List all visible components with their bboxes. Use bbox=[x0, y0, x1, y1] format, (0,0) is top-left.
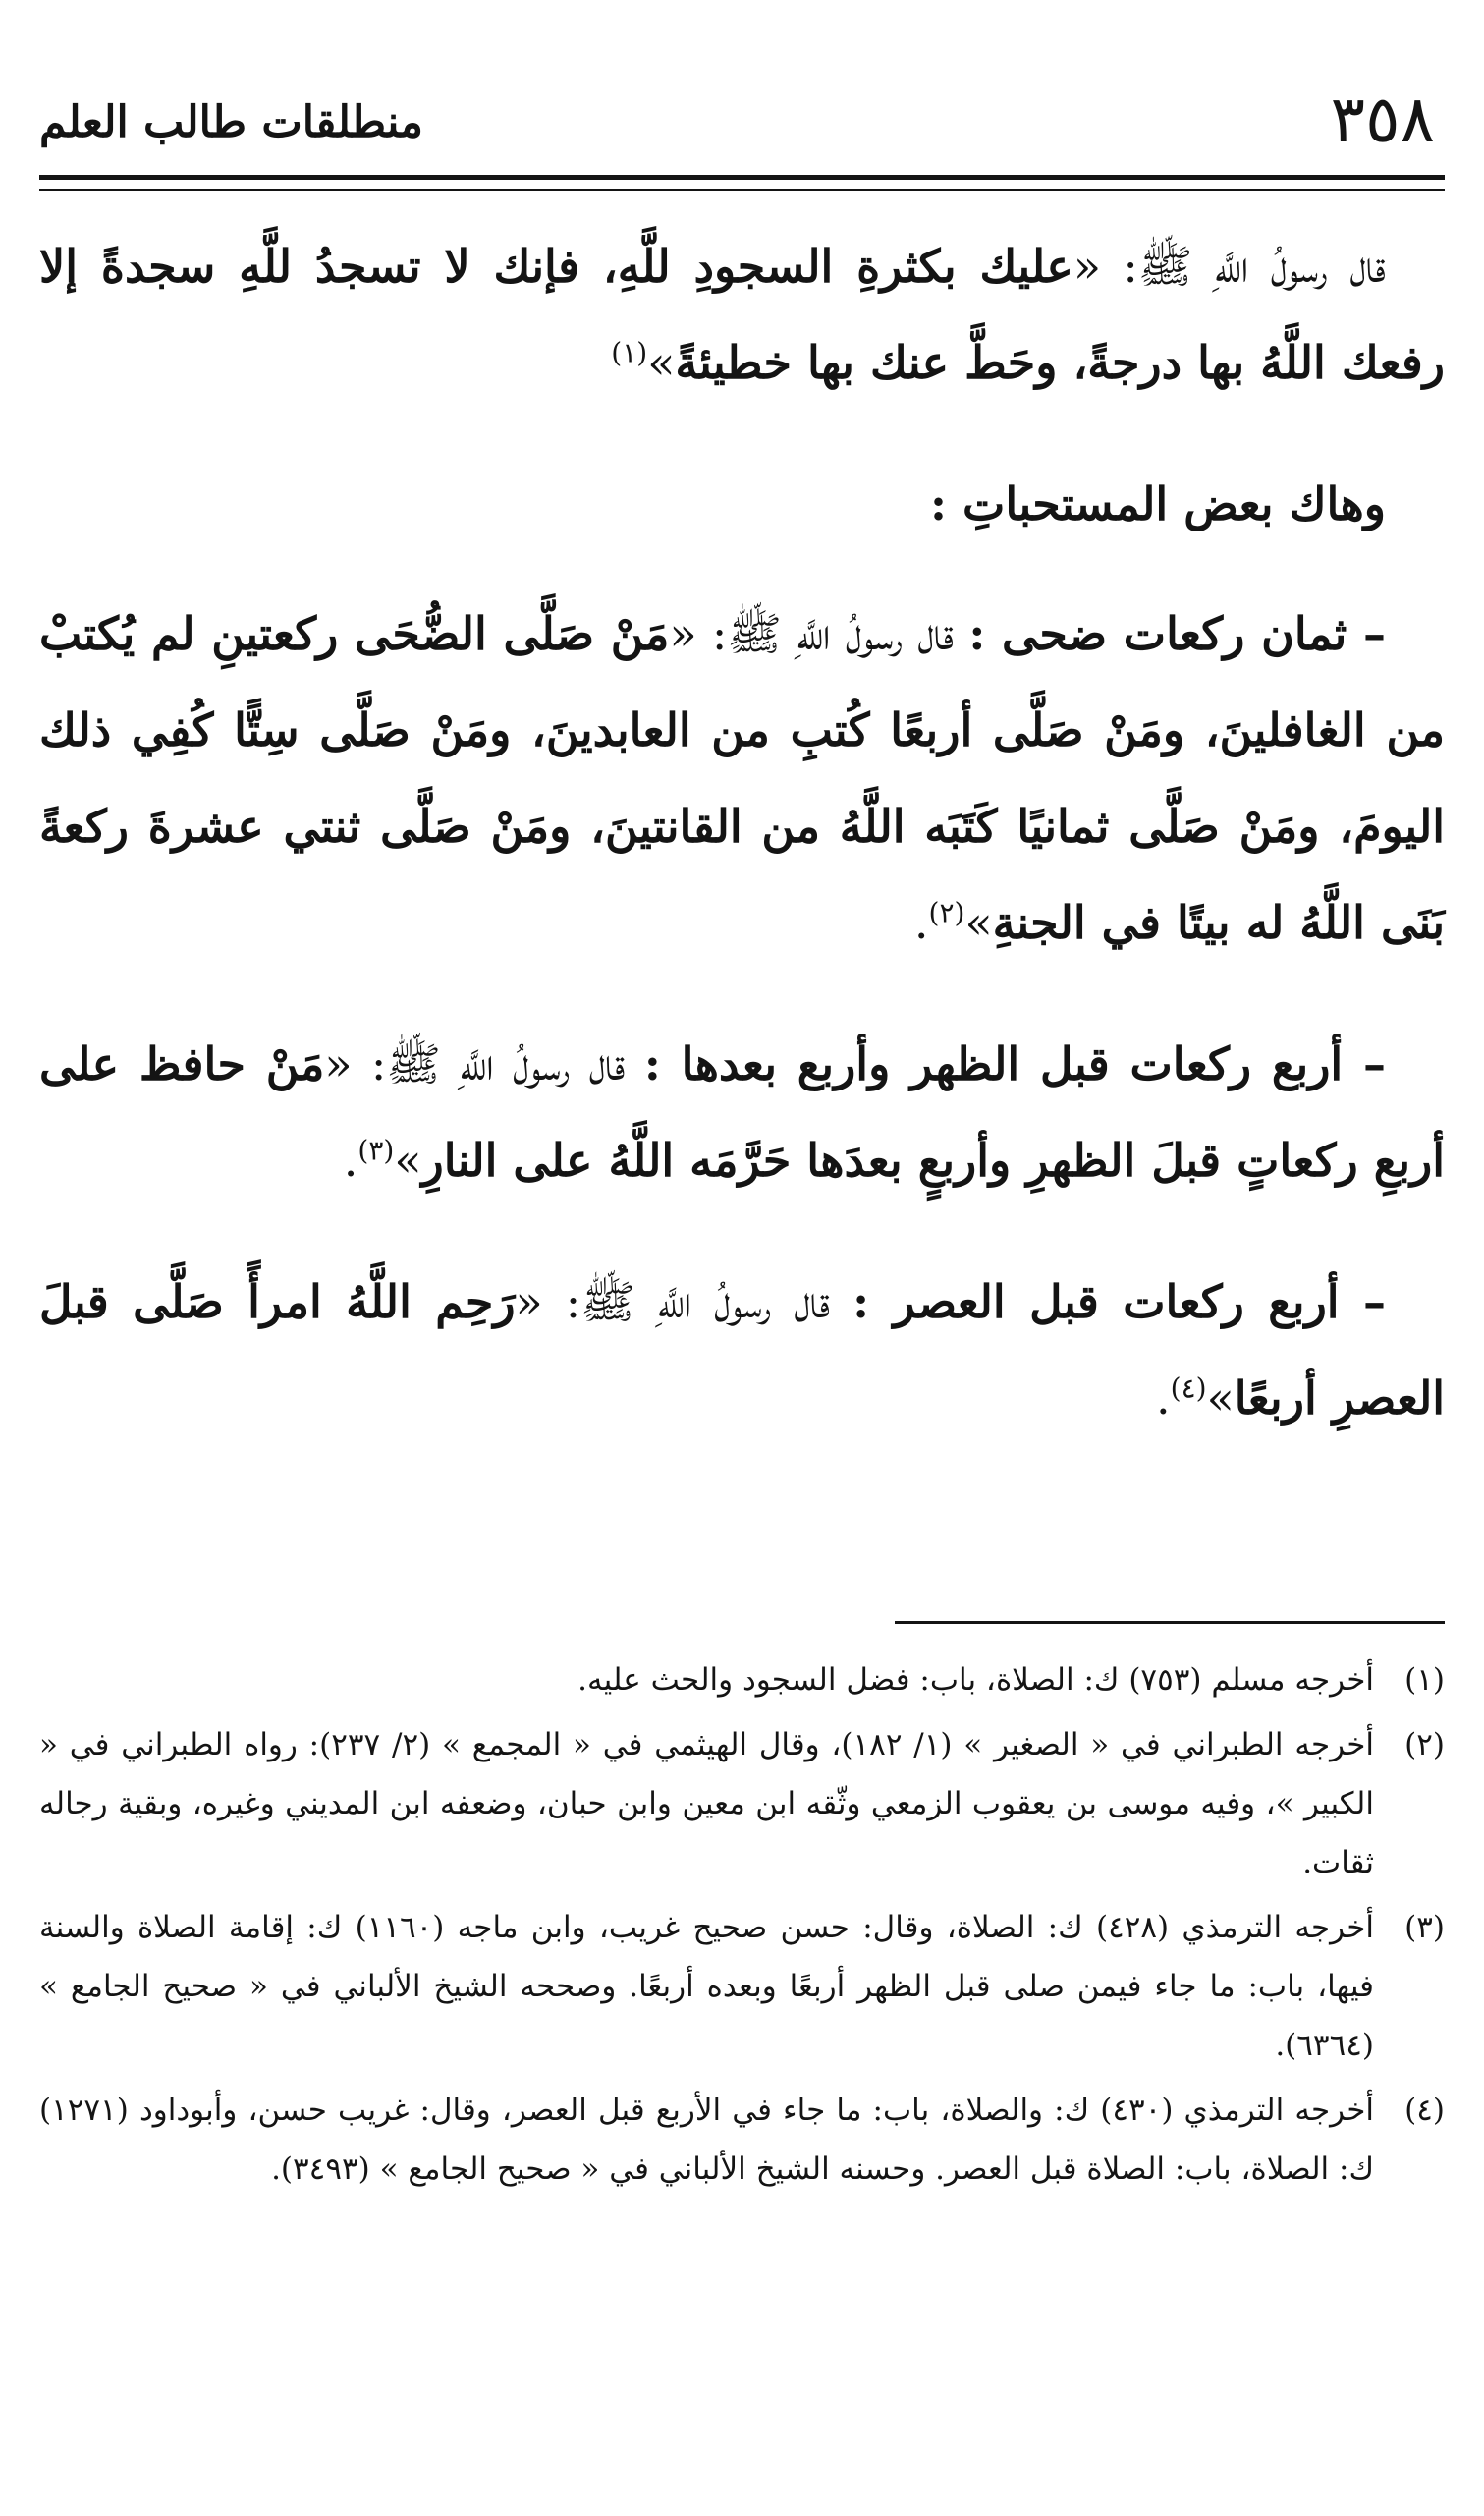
section-heading: – ثمان ركعات ضحى : bbox=[968, 607, 1387, 660]
section-heading: – أربع ركعات قبل العصر : bbox=[852, 1275, 1386, 1328]
paragraph-asr bbox=[39, 1254, 1445, 1446]
footnote-number: (٢) bbox=[1404, 1727, 1445, 1762]
paragraph-dhuhr bbox=[39, 1016, 1445, 1208]
hadith-intro: قال رسولُ اللَّهِ ﷺ: « bbox=[324, 1037, 644, 1090]
footnotes bbox=[39, 1650, 1445, 2205]
footnote-ref: (٢) bbox=[928, 896, 965, 929]
hadith-intro: قال رسولُ اللَّهِ ﷺ: « bbox=[669, 607, 969, 660]
footnote-text: أخرجه مسلم (٧٥٣) ك: الصلاة، باب: فضل السجود والحث عليه. bbox=[577, 1662, 1374, 1698]
footnote bbox=[39, 1898, 1445, 2075]
footnote-number: (٤) bbox=[1404, 2093, 1445, 2128]
quote-close: » bbox=[1206, 1371, 1235, 1425]
quote-close: » bbox=[964, 896, 993, 949]
footnote-number: (١) bbox=[1404, 1662, 1445, 1698]
footnote-ref: (٣) bbox=[357, 1134, 395, 1167]
sentence-end: . bbox=[343, 1134, 358, 1187]
main-text bbox=[39, 218, 1445, 1491]
footnote bbox=[39, 2081, 1445, 2199]
header-rule-thick bbox=[39, 175, 1445, 180]
running-title: منطلقات طالب العلم bbox=[39, 97, 423, 147]
footnote-ref: (١) bbox=[611, 336, 648, 369]
hadith-text: عليك بكثرةِ السجودِ للَّهِ، فإنك لا تسجدُ للَّهِ سجدةً إلا رفعك اللَّهُ بها درجةً، وحَطَّ عنك بها خطيئةً bbox=[39, 240, 1445, 389]
sentence-end: . bbox=[913, 896, 929, 949]
footnote-ref: (٤) bbox=[1170, 1371, 1207, 1405]
hadith-text: مَنْ صَلَّى الضُّحَى ركعتينِ لم يُكتبْ من الغافلينَ، ومَنْ صَلَّى أربعًا كُتبِ من العابدينَ، ومَنْ صَلَّى سِتًّا كُفِي ذلك اليومَ، ومَنْ صَلَّى ثمانيًا كَتَبَه اللَّهُ من القانتينَ، ومَنْ صَلَّى ثنتي عشرةَ ركعةً بَنَى اللَّهُ له بيتًا في الجنةِ bbox=[39, 607, 1445, 949]
hadith-text: رَحِم اللَّهُ امرأً صَلَّى قبلَ العصرِ أربعًا bbox=[39, 1275, 1445, 1425]
footnote bbox=[39, 1715, 1445, 1892]
footnote-text: أخرجه الترمذي (٤٢٨) ك: الصلاة، وقال: حسن صحيح غريب، وابن ماجه (١١٦٠) ك: إقامة الصلاة والسنة فيها، باب: ما جاء فيمن صلى قبل الظهر أربعًا وبعده أربعًا. وصححه الشيخ الألباني في « صحيح الجامع » (٦٣٦٤). bbox=[39, 1910, 1375, 2063]
hadith-intro: قال رسولُ اللَّهِ ﷺ: « bbox=[515, 1275, 853, 1328]
hadith-intro: قال رسولُ اللَّهِ ﷺ: « bbox=[1072, 240, 1386, 293]
footnote-number: (٣) bbox=[1404, 1910, 1445, 1945]
quote-close: » bbox=[394, 1134, 422, 1187]
footnote-text: أخرجه الطبراني في « الصغير » (١/ ١٨٢)، وقال الهيثمي في « المجمع » (٢/ ٢٣٧): رواه الطبراني في « الكبير »، وفيه موسى بن يعقوب الزمعي وثّقه ابن معين وابن حبان، وضعفه ابن المديني وغيره، وبقية رجاله ثقات. bbox=[39, 1727, 1374, 1880]
page-number: ٣٥٨ bbox=[1330, 82, 1435, 157]
footnote-separator bbox=[895, 1621, 1445, 1624]
quote-close: » bbox=[647, 336, 676, 389]
sentence-end: . bbox=[1156, 1371, 1171, 1425]
book-page bbox=[39, 0, 1445, 2516]
paragraph-mustahabbat: وهاك بعض المستحباتِ : bbox=[930, 477, 1386, 531]
hadith-text: مَنْ حافظ على أربعِ ركعاتٍ قبلَ الظهرِ وأربعٍ بعدَها حَرَّمَه اللَّهُ على النارِ bbox=[39, 1037, 1445, 1187]
paragraph-duha bbox=[39, 586, 1445, 971]
section-heading: – أربع ركعات قبل الظهر وأربع بعدها : bbox=[643, 1037, 1387, 1090]
running-header bbox=[39, 81, 1445, 159]
footnote bbox=[39, 1650, 1445, 1709]
header-rule-thin bbox=[39, 189, 1445, 191]
footnote-text: أخرجه الترمذي (٤٣٠) ك: والصلاة، باب: ما جاء في الأربع قبل العصر، وقال: غريب حسن، وأبوداود (١٢٧١) ك: الصلاة، باب: الصلاة قبل العصر. وحسنه الشيخ الألباني في « صحيح الجامع » (٣٤٩٣). bbox=[39, 2093, 1374, 2187]
paragraph-sujood bbox=[39, 218, 1445, 411]
